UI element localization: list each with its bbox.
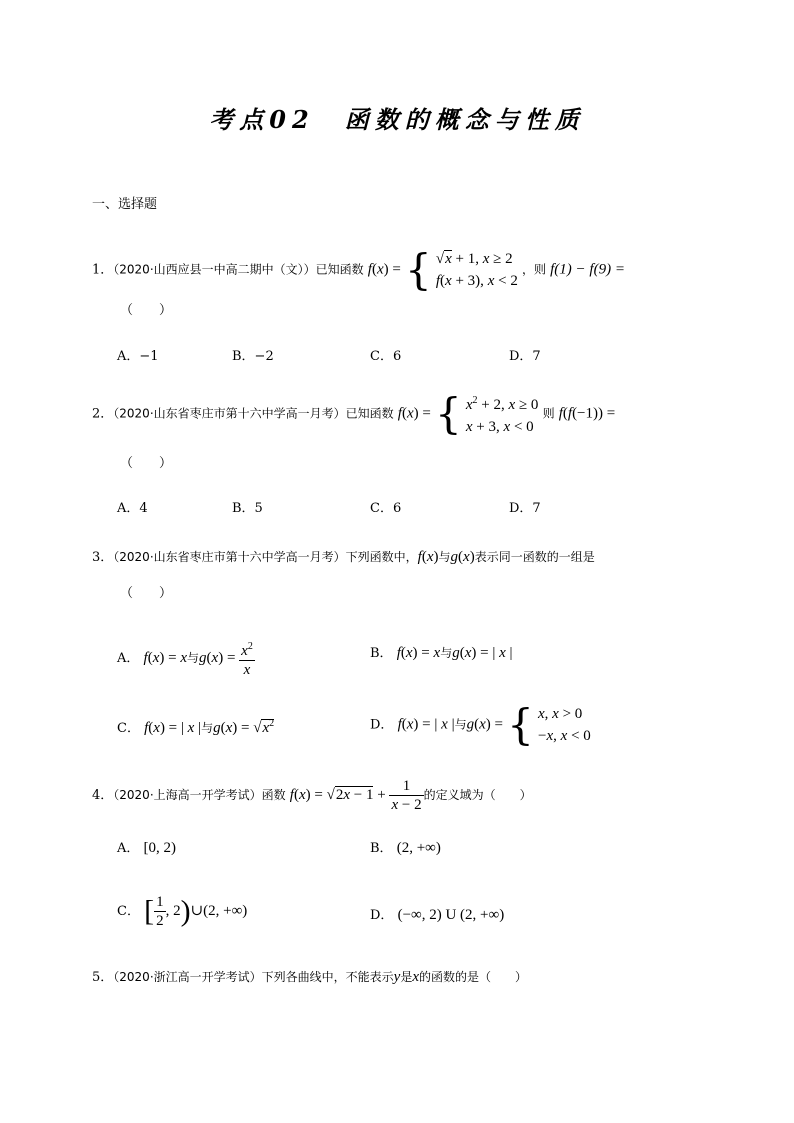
option-label: C． [117, 721, 140, 736]
math-expression: (2, +∞) [396, 840, 441, 856]
option-connector: 与 [201, 721, 214, 735]
option-connector: 与 [454, 717, 467, 732]
option-a [117, 837, 176, 857]
option-label: A． [117, 651, 140, 666]
option-c: C．6 [370, 501, 402, 516]
option-d: D．7 [509, 349, 541, 364]
fraction: $\frac{1}{2}$ [156, 894, 164, 929]
piecewise-cases: x, x > 0 −x, x < 0 [538, 706, 591, 744]
math-expression: f(1) − f(9) = [550, 261, 625, 278]
option-label: C． [117, 904, 140, 919]
question-stem: 已知函数 [345, 406, 394, 421]
option-c: C．6 [370, 349, 402, 364]
answer-blank: （ ） [120, 586, 173, 601]
option-label: D． [370, 717, 394, 733]
question-stem: 已知函数 [315, 262, 364, 277]
question-1 [92, 245, 625, 294]
question-tail: 则 [542, 406, 555, 421]
math-expression: g(x) = [199, 650, 240, 666]
option-connector: 与 [187, 651, 200, 665]
question-source: （2020·浙江高一开学考试） [113, 970, 262, 984]
page-title: 考点02 函数的概念与性质 [209, 105, 585, 134]
option-label: B． [370, 646, 393, 661]
math-expression: f(x) = x [396, 645, 441, 661]
question-tail: 的函数的是（ ） [419, 970, 528, 984]
math-expression: g(x) = [466, 716, 503, 733]
math-expression: f(f(−1)) = [558, 405, 616, 422]
option-b: B．−2 [232, 349, 274, 364]
piecewise-brace: { [405, 245, 432, 294]
option-c [117, 893, 247, 930]
section-heading: 一、选择题 [92, 197, 158, 212]
option-d [370, 904, 504, 924]
answer-blank: （ ） [120, 456, 173, 471]
piecewise-brace: { [435, 389, 462, 438]
option-b [370, 837, 441, 857]
question-tail: 的定义域为（ ） [423, 788, 532, 802]
option-d [370, 700, 591, 749]
question-number: 3． [92, 550, 114, 565]
option-label: A． [117, 841, 140, 856]
question-source: （2020·山东省枣庄市第十六中学高一月考） [113, 406, 346, 421]
math-expression: f(x) = [367, 261, 401, 278]
option-c [117, 717, 274, 737]
question-3 [92, 546, 595, 566]
fraction: $\frac{x^2}{x}$ [239, 638, 255, 679]
option-d: D．7 [509, 501, 541, 516]
piecewise-cases: √x + 1, x ≥ 2 f(x + 3), x < 2 [435, 251, 518, 289]
question-stem: 函数 [261, 788, 286, 802]
question-2 [92, 390, 615, 438]
fraction: $\frac{1}{x - 2}$ [391, 778, 422, 813]
question-source: （2020·山西应县一中高二期中（文）） [113, 262, 316, 277]
question-stem: 下列各曲线中，不能表示 [261, 970, 394, 984]
option-label: B． [370, 841, 393, 856]
question-connector: 与 [438, 550, 451, 564]
math-expression: f(x) = | x | [397, 716, 455, 733]
math-expression: f(x) = √2x − 1 + [289, 787, 390, 803]
question-connector: 是 [400, 970, 413, 984]
question-number: 2． [92, 406, 114, 422]
question-5 [92, 966, 527, 986]
math-variable: x [412, 969, 420, 985]
math-expression: $g(x) = √x^2$ [213, 718, 275, 736]
question-source: （2020·上海高一开学考试） [113, 788, 262, 802]
math-expression: [0, 2) [143, 840, 177, 856]
option-a: A．4 [117, 501, 148, 516]
question-stem: 下列函数中， [345, 550, 418, 564]
question-tail: 表示同一函数的一组是 [474, 550, 595, 564]
piecewise-brace: { [507, 700, 534, 749]
math-expression: g(x) [450, 549, 475, 565]
option-a: A．−1 [117, 349, 159, 364]
question-4 [92, 777, 532, 814]
answer-blank: （ ） [120, 303, 173, 318]
option-connector: 与 [440, 646, 453, 660]
question-tail: ，则 [521, 262, 546, 277]
math-expression: , 2)∪(2, +∞) [165, 894, 248, 928]
question-source: （2020·山东省枣庄市第十六中学高一月考） [113, 550, 346, 564]
math-expression: (−∞, 2) U (2, +∞) [397, 907, 505, 923]
question-number: 1． [92, 262, 114, 278]
math-expression: f(x) = x [143, 650, 188, 666]
math-expression: f(x) = | x | [144, 720, 202, 736]
math-expression: f(x) [417, 549, 439, 565]
option-b [370, 642, 513, 662]
option-b: B．5 [232, 501, 263, 516]
math-expression: f(x) = [397, 405, 431, 422]
math-variable: y [393, 969, 401, 985]
math-expression: g(x) = | x | [452, 645, 513, 661]
question-number: 5． [92, 970, 114, 985]
piecewise-cases: $x^2 + 2$, x ≥ 0 x + 3, x < 0 [465, 395, 539, 435]
option-a [117, 638, 255, 679]
math-expression: [ [144, 894, 155, 928]
question-number: 4． [92, 788, 114, 803]
option-label: D． [370, 908, 394, 923]
